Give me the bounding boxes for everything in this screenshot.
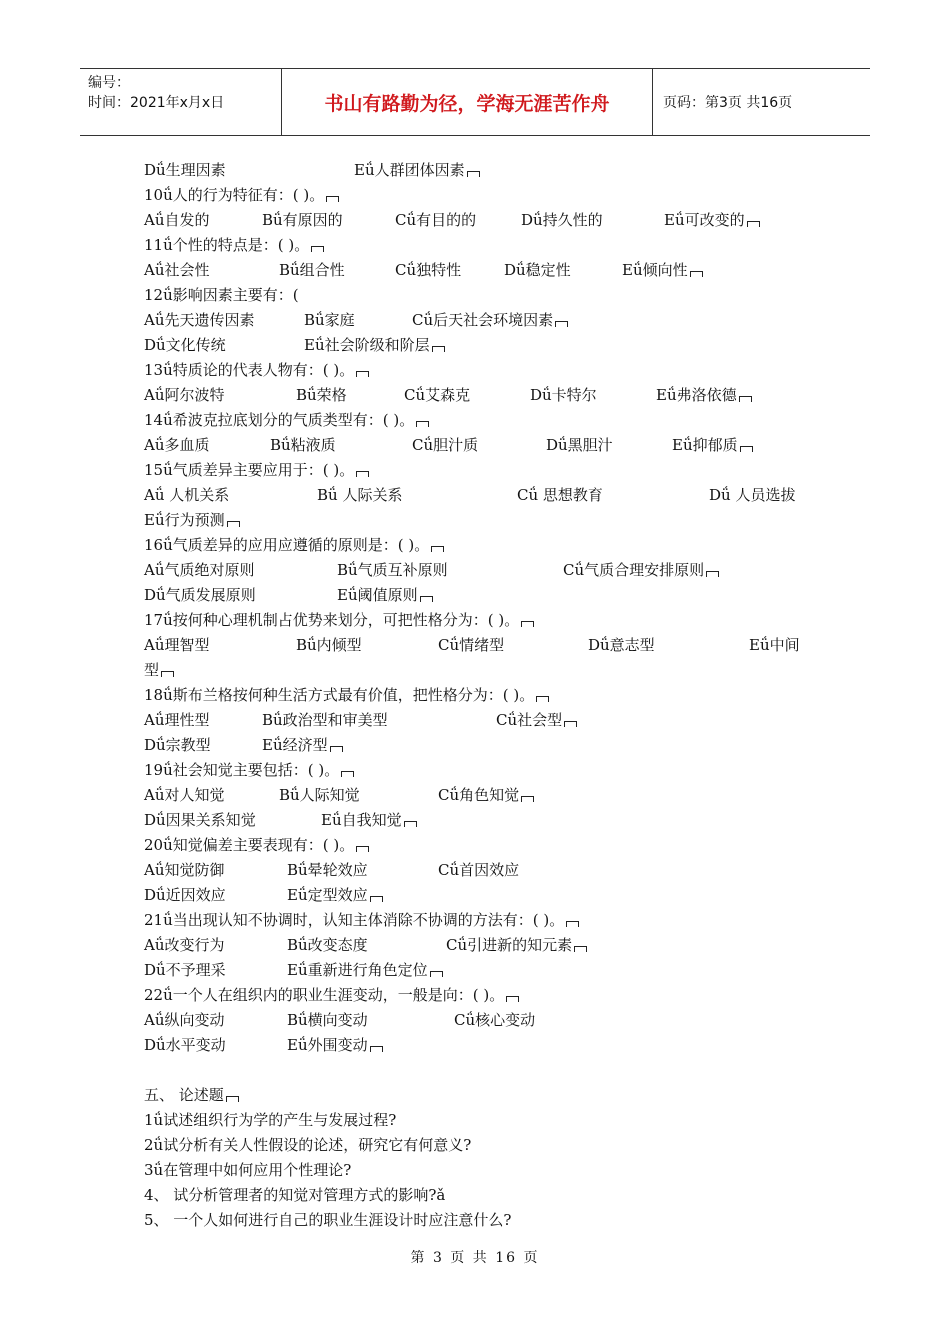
text-segment: Bǘ组合性 bbox=[279, 261, 345, 279]
text-segment: Dǘ宗教型 bbox=[144, 736, 211, 754]
text-segment: Dǘ生理因素 bbox=[144, 161, 226, 179]
date-label: 时间：2021年x月x日 bbox=[88, 95, 225, 111]
text-segment: Bǘ内倾型 bbox=[296, 636, 362, 654]
text-segment: 14ǘ希波克拉底划分的气质类型有：( )。 bbox=[144, 410, 429, 430]
text-segment: Bǘ人际知觉 bbox=[279, 786, 360, 804]
document-header bbox=[80, 68, 870, 136]
paragraph-mark-icon bbox=[311, 246, 324, 252]
paragraph-mark-icon bbox=[370, 896, 383, 902]
text-segment: Bǘ 人际关系 bbox=[317, 486, 403, 504]
text-segment: 1ǘ试述组织行为学的产生与发展过程? bbox=[144, 1111, 397, 1129]
text-segment: Bǘ晕轮效应 bbox=[287, 861, 368, 879]
text-segment: Dǘ气质发展原则 bbox=[144, 586, 256, 604]
text-segment: Dǘ水平变动 bbox=[144, 1036, 226, 1054]
number-label: 编号： bbox=[88, 75, 130, 91]
text-segment: Aǘ理性型 bbox=[144, 711, 210, 729]
text-segment: Cǘ胆汁质 bbox=[412, 436, 479, 454]
paragraph-mark-icon bbox=[161, 671, 174, 677]
paragraph-mark-icon bbox=[431, 546, 444, 552]
text-segment: Bǘ粘液质 bbox=[270, 436, 336, 454]
text-segment: Aǘ阿尔波特 bbox=[144, 386, 225, 404]
text-segment: Bǘ改变态度 bbox=[287, 936, 368, 954]
paragraph-mark-icon bbox=[521, 796, 534, 802]
paragraph-mark-icon bbox=[747, 221, 760, 227]
text-segment: Bǘ气质互补原则 bbox=[337, 561, 448, 579]
text-segment: Eǘ弗洛依德 bbox=[656, 385, 752, 405]
paragraph-mark-icon bbox=[690, 271, 703, 277]
text-segment: Eǘ中间 bbox=[749, 636, 800, 654]
text-segment: Cǘ有目的的 bbox=[395, 211, 477, 229]
text-segment: Eǘ自我知觉 bbox=[321, 810, 417, 830]
paragraph-mark-icon bbox=[416, 421, 429, 427]
text-segment: Eǘ社会阶级和阶层 bbox=[304, 335, 445, 355]
paragraph-mark-icon bbox=[536, 696, 549, 702]
text-segment: Aǘ对人知觉 bbox=[144, 786, 225, 804]
text-segment: Dǘ近因效应 bbox=[144, 886, 226, 904]
text-segment: Cǘ艾森克 bbox=[404, 386, 471, 404]
page-footer: 第 3 页 共 16 页 bbox=[410, 1250, 540, 1266]
paragraph-mark-icon bbox=[226, 1096, 239, 1102]
text-segment: Aǘ 人机关系 bbox=[144, 486, 230, 504]
text-segment: Aǘ纵向变动 bbox=[144, 1011, 225, 1029]
text-segment: Dǘ持久性的 bbox=[521, 211, 603, 229]
text-segment: 18ǘ斯布兰格按何种生活方式最有价值，把性格分为：( )。 bbox=[144, 685, 549, 705]
text-segment: Eǘ可改变的 bbox=[664, 210, 760, 230]
text-segment: Aǘ气质绝对原则 bbox=[144, 561, 255, 579]
paragraph-mark-icon bbox=[330, 746, 343, 752]
text-segment: Eǘ行为预测 bbox=[144, 510, 240, 530]
text-segment: Dǘ意志型 bbox=[588, 636, 655, 654]
text-segment: Eǘ重新进行角色定位 bbox=[287, 960, 443, 980]
paragraph-mark-icon bbox=[566, 921, 579, 927]
text-segment: Dǘ黑胆汁 bbox=[546, 436, 613, 454]
text-segment: 19ǘ社会知觉主要包括：( )。 bbox=[144, 760, 354, 780]
paragraph-mark-icon bbox=[555, 321, 568, 327]
text-segment: Eǘ抑郁质 bbox=[672, 435, 753, 455]
paragraph-mark-icon bbox=[521, 621, 534, 627]
text-segment: Cǘ独特性 bbox=[395, 261, 462, 279]
paragraph-mark-icon bbox=[356, 846, 369, 852]
paragraph-mark-icon bbox=[356, 371, 369, 377]
text-segment: Cǘ气质合理安排原则 bbox=[563, 560, 719, 580]
text-segment: Bǘ有原因的 bbox=[262, 211, 343, 229]
text-segment: Bǘ政治型和审美型 bbox=[262, 711, 388, 729]
text-segment: 11ǘ个性的特点是：( )。 bbox=[144, 235, 324, 255]
paragraph-mark-icon bbox=[326, 196, 339, 202]
paragraph-mark-icon bbox=[740, 446, 753, 452]
text-segment: Eǘ外围变动 bbox=[287, 1035, 383, 1055]
paragraph-mark-icon bbox=[227, 521, 240, 527]
text-segment: 12ǘ影响因素主要有：( bbox=[144, 286, 299, 304]
text-segment: Dǘ文化传统 bbox=[144, 336, 226, 354]
paragraph-mark-icon bbox=[574, 946, 587, 952]
text-segment: 15ǘ气质差异主要应用于：( )。 bbox=[144, 460, 369, 480]
text-segment: Cǘ核心变动 bbox=[454, 1011, 536, 1029]
header-page-info: 页码：第3页 共16页 bbox=[663, 95, 793, 111]
text-segment: Aǘ先天遗传因素 bbox=[144, 311, 255, 329]
text-segment: Aǘ改变行为 bbox=[144, 936, 225, 954]
text-segment: 22ǘ一个人在组织内的职业生涯变动，一般是向：( )。 bbox=[144, 985, 519, 1005]
paragraph-mark-icon bbox=[706, 571, 719, 577]
header-motto: 书山有路勤为径，学海无涯苦作舟 bbox=[282, 69, 653, 135]
text-segment: Dǘ不予理采 bbox=[144, 961, 226, 979]
text-segment: Cǘ后天社会环境因素 bbox=[412, 310, 568, 330]
text-segment: Dǘ卡特尔 bbox=[530, 386, 597, 404]
paragraph-mark-icon bbox=[432, 346, 445, 352]
text-segment: Cǘ首因效应 bbox=[438, 861, 520, 879]
text-segment: 17ǘ按何种心理机制占优势来划分，可把性格分为：( )。 bbox=[144, 610, 534, 630]
paragraph-mark-icon bbox=[356, 471, 369, 477]
text-segment: 20ǘ知觉偏差主要表现有：( )。 bbox=[144, 835, 369, 855]
text-segment: 3ǘ在管理中如何应用个性理论? bbox=[144, 1161, 352, 1179]
paragraph-mark-icon bbox=[420, 596, 433, 602]
paragraph-mark-icon bbox=[370, 1046, 383, 1052]
text-segment: Bǘ横向变动 bbox=[287, 1011, 368, 1029]
text-segment: Dǘ 人员选拔 bbox=[709, 486, 796, 504]
text-segment: Eǘ倾向性 bbox=[622, 260, 703, 280]
text-segment: Bǘ荣格 bbox=[296, 386, 347, 404]
text-segment: Cǘ社会型 bbox=[496, 710, 577, 730]
text-segment: 4、 试分析管理者的知觉对管理方式的影响?ǎ bbox=[144, 1186, 446, 1204]
text-segment: Aǘ自发的 bbox=[144, 211, 210, 229]
text-segment: Cǘ角色知觉 bbox=[438, 785, 534, 805]
paragraph-mark-icon bbox=[564, 721, 577, 727]
paragraph-mark-icon bbox=[404, 821, 417, 827]
text-segment: Eǘ阈值原则 bbox=[337, 585, 433, 605]
text-segment: Aǘ理智型 bbox=[144, 636, 210, 654]
text-segment: Bǘ家庭 bbox=[304, 311, 355, 329]
text-segment: 10ǘ人的行为特征有：( )。 bbox=[144, 185, 339, 205]
text-segment: 21ǘ当出现认知不协调时，认知主体消除不协调的方法有：( )。 bbox=[144, 910, 579, 930]
text-segment: Cǘ引进新的知元素 bbox=[446, 935, 587, 955]
text-segment: 2ǘ试分析有关人性假设的论述，研究它有何意义? bbox=[144, 1136, 472, 1154]
text-segment: 5、 一个人如何进行自己的职业生涯设计时应注意什么? bbox=[144, 1211, 512, 1229]
paragraph-mark-icon bbox=[341, 771, 354, 777]
text-segment: Cǘ情绪型 bbox=[438, 636, 505, 654]
paragraph-mark-icon bbox=[430, 971, 443, 977]
text-segment: Dǘ稳定性 bbox=[504, 261, 571, 279]
text-segment: Eǘ定型效应 bbox=[287, 885, 383, 905]
text-segment: Dǘ因果关系知觉 bbox=[144, 811, 256, 829]
text-segment: Aǘ社会性 bbox=[144, 261, 210, 279]
text-segment: Aǘ多血质 bbox=[144, 436, 210, 454]
text-segment: 16ǘ气质差异的应用应遵循的原则是：( )。 bbox=[144, 535, 444, 555]
text-segment: Aǘ知觉防御 bbox=[144, 861, 225, 879]
paragraph-mark-icon bbox=[506, 996, 519, 1002]
header-meta bbox=[80, 69, 282, 135]
text-segment: 13ǘ特质论的代表人物有：( )。 bbox=[144, 360, 369, 380]
text-segment: Eǘ经济型 bbox=[262, 735, 343, 755]
text-segment: Eǘ人群团体因素 bbox=[354, 160, 480, 180]
paragraph-mark-icon bbox=[739, 396, 752, 402]
text-segment: 五、 论述题 bbox=[144, 1085, 239, 1105]
paragraph-mark-icon bbox=[467, 171, 480, 177]
text-segment: 型 bbox=[144, 660, 174, 680]
text-segment: Cǘ 思想教育 bbox=[517, 486, 603, 504]
